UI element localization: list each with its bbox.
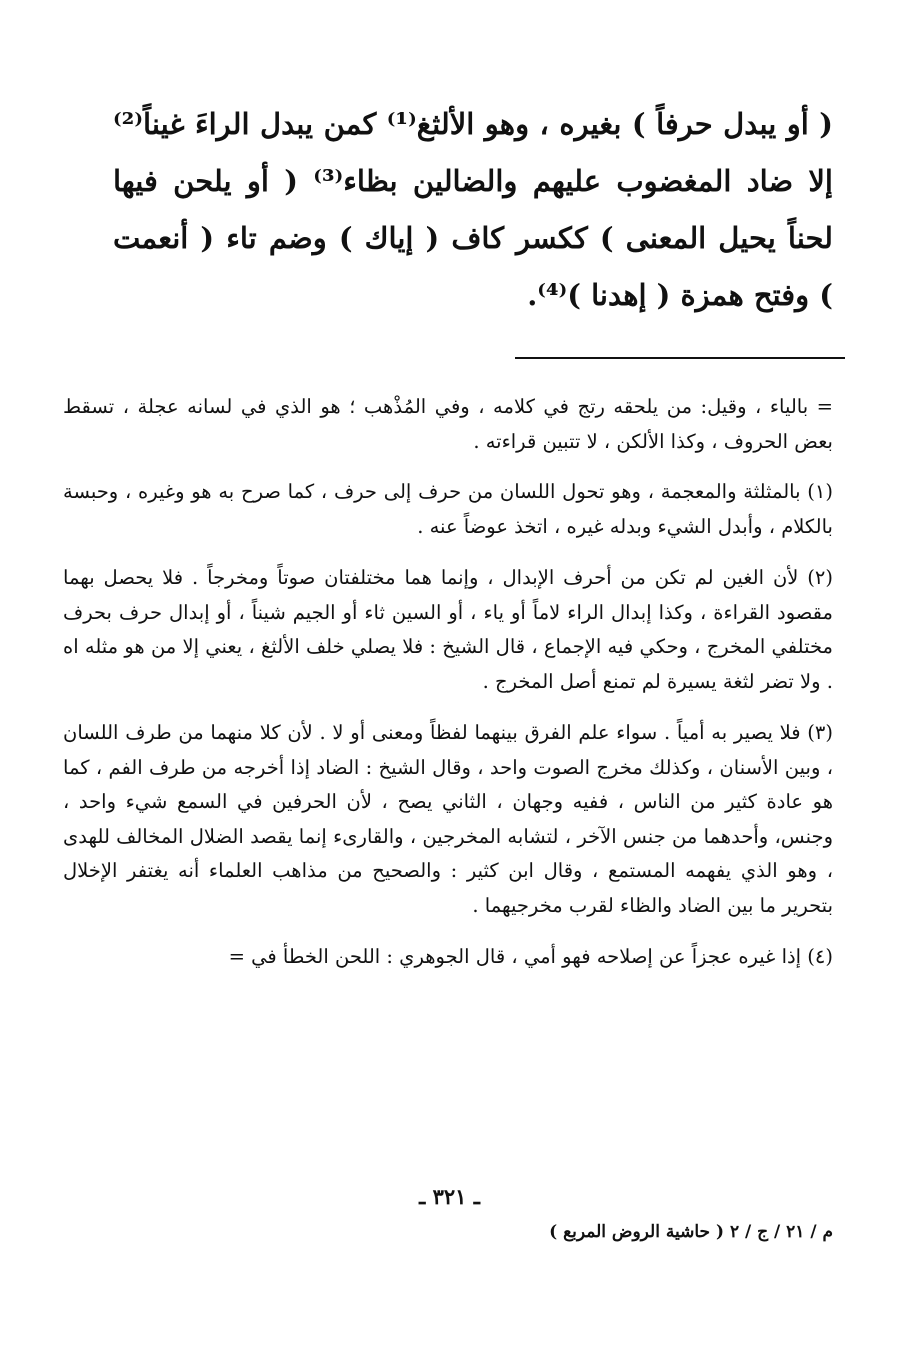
footnote-3: (٣) فلا يصير به أمياً . سواء علم الفرق بينهما لفظاً ومعنى أو لا . لأن كلا منهما من طرف اللسان ، وبين الأسنان ، وكذلك مخرج الصوت واحد ، وقال الشيخ : الضاد إذا أخرجه من طرف الفم ، كما هو عادة كثير من الناس ، ففيه وجهان ، الثاني يصح ، لأن الحرفين في السمع شيء واحد ، وجنس، وأحدهما من جنس الآخر ، لتشابه المخرجين ، والقارىء إنما يقصد الضلال المخالف للهدى ، وهو الذي يفهمه المستمع ، وقال ابن كثير : والصحيح من مذاهب العلماء أنه يغتفر الإخلال بتحرير ما بين الضاد والظاء لقرب مخرجيهما . xyxy=(63,721,833,917)
main-text-block xyxy=(113,96,833,324)
print-signature: م / ٢١ / ج / ٢ ( حاشية الروض المربع ) xyxy=(549,1222,833,1242)
footnote-1: (١) بالمثلثة والمعجمة ، وهو تحول اللسان من حرف إلى حرف ، كما صرح به هو وغيره ، وحبسة بالكلام ، وأبدل الشيء وبدله غيره ، اتخذ عوضاً عنه . xyxy=(63,480,833,538)
footnotes-section xyxy=(63,390,833,992)
footnote-continuation: = بالياء ، وقيل: من يلحقه رتج في كلامه ، وفي المُذْهب ؛ هو الذي في لسانه عجلة ، تسقط بعض الحروف ، وكذا الألكن ، لا تتبين قراءته . xyxy=(63,395,833,453)
page-number: ـ ٣٢١ ـ xyxy=(419,1184,480,1209)
footnote-4: (٤) إذا غيره عجزاً عن إصلاحه فهو أمي ، قال الجوهري : اللحن الخطأ في = xyxy=(228,945,833,968)
footnote-2: (٢) لأن الغين لم تكن من أحرف الإبدال ، وإنما هما مختلفتان صوتاً ومخرجاً . فلا يحصل بهما مقصود القراءة ، وكذا إبدال الراء لاماً أو ياء ، أو السين ثاء أو الجيم شيناً ، أو إبدال حرف بحرف مختلفي المخرج ، وحكي فيه الإجماع ، قال الشيخ : فلا يصلي خلف الألثغ ، يعني إلا من هو مثله اه . ولا تضر لثغة يسيرة لم تمنع أصل المخرج . xyxy=(63,566,833,693)
footnote-separator xyxy=(515,357,845,359)
main-paragraph: ( أو يبدل حرفاً ) بغيره ، وهو الألثغ⁽¹⁾ كمن يبدل الراءَ غيناً⁽²⁾ إلا ضاد المغضوب عليهم والضالين بظاء⁽³⁾ ( أو يلحن فيها لحناً يحيل المعنى ) ككسر كاف ( إياك ) وضم تاء ( أنعمت ) وفتح همزة ( إهدنا )⁽⁴⁾. xyxy=(113,107,834,312)
